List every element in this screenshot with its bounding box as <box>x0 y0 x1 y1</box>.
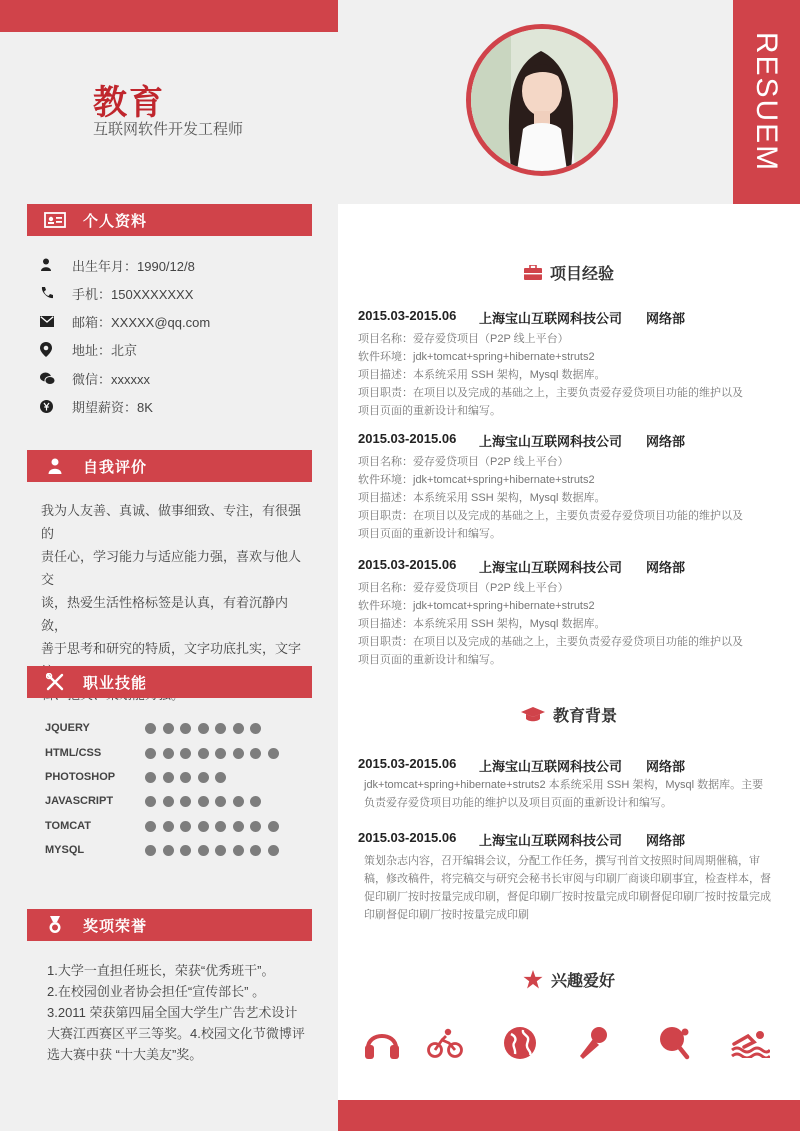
skill-row <box>45 767 233 787</box>
swimming-icon <box>730 1023 770 1063</box>
project-entry-line: 软件环境：jdk+tomcat+spring+hibernate+struts2 <box>358 600 595 612</box>
briefcase-icon <box>524 265 542 280</box>
info-salary: 期望薪资：8K <box>40 395 153 417</box>
skill-level-dot <box>163 748 174 759</box>
self-eval-text: 我为人友善、真诚、做事细致、专注，有很强的 责任心，学习能力与适应能力强，喜欢与他人交 谈，热爱生活性格标签是认真，有着沉静内敛， 善于思考和研究的特质，文字功底扎实，文字 <box>41 503 302 656</box>
cycling-icon <box>425 1023 465 1063</box>
headphones-icon <box>362 1023 402 1063</box>
person-icon <box>40 258 72 272</box>
skill-level-dot <box>180 723 191 734</box>
skill-level-dot <box>233 796 244 807</box>
skills-header: 职业技能 <box>27 666 312 698</box>
project-entry-line: 项目职责：在项目以及完成的基础之上，主要负责爱存爱贷项目功能的维护以及 <box>358 510 743 522</box>
personal-info-header: 个人资料 <box>27 204 312 236</box>
project-entry-header: 2015.03-2015.06 上海宝山互联网科技公司 网络部 <box>358 431 686 449</box>
skill-level-dot <box>215 796 226 807</box>
skill-level-dots <box>145 845 285 856</box>
skill-level-dot <box>215 748 226 759</box>
skill-level-dot <box>233 748 244 759</box>
awards-text: 1.大学一直担任班长，荣获“优秀班干”。 2.在校园创业者协会担任“宣传部长” 。 3.2011 荣获第四届全国大学生广告艺术设计 大赛江西赛区平三等奖。4.校园文化节微博评 选大赛中获 “十大美友”奖。 <box>47 963 305 1062</box>
skill-level-dot <box>198 845 209 856</box>
project-entry-line: 项目页面的重新设计和编写。 <box>358 528 501 540</box>
skill-level-dots <box>145 772 233 783</box>
skill-level-dot <box>215 772 226 783</box>
table-tennis-icon <box>654 1023 694 1063</box>
info-email: 邮箱：XXXXX@qq.com <box>40 310 210 332</box>
skill-level-dot <box>250 748 261 759</box>
project-entry-header: 2015.03-2015.06 上海宝山互联网科技公司 网络部 <box>358 308 686 326</box>
project-entry-line: 项目职责：在项目以及完成的基础之上，主要负责爱存爱贷项目功能的维护以及 <box>358 636 743 648</box>
project-entry-line: 项目名称：爱存爱贷项目（P2P 线上平台） <box>358 456 569 468</box>
skill-level-dot <box>180 772 191 783</box>
skill-level-dot <box>180 796 191 807</box>
info-wechat: 微信：xxxxxx <box>40 367 150 389</box>
project-entry-line: 项目名称：爱存爱贷项目（P2P 线上平台） <box>358 333 569 345</box>
project-entry-line: 项目页面的重新设计和编写。 <box>358 405 501 417</box>
skill-level-dot <box>145 772 156 783</box>
skill-level-dot <box>268 748 279 759</box>
skill-level-dot <box>163 723 174 734</box>
skill-level-dot <box>180 748 191 759</box>
skill-level-dot <box>268 821 279 832</box>
skill-level-dot <box>163 821 174 832</box>
skill-level-dot <box>145 748 156 759</box>
skill-name: HTML/CSS <box>45 747 102 759</box>
skill-level-dot <box>250 796 261 807</box>
skill-level-dot <box>198 772 209 783</box>
info-phone: 手机：150XXXXXXX <box>40 282 193 304</box>
skill-level-dot <box>145 845 156 856</box>
skill-name: PHOTOSHOP <box>45 771 116 783</box>
skill-level-dot <box>198 748 209 759</box>
project-entry-line: 软件环境：jdk+tomcat+spring+hibernate+struts2 <box>358 474 595 486</box>
skill-level-dot <box>233 845 244 856</box>
skill-level-dot <box>268 845 279 856</box>
skill-level-dot <box>198 723 209 734</box>
skill-level-dot <box>145 796 156 807</box>
skill-level-dot <box>163 772 174 783</box>
education-title: 教育背景 <box>338 703 800 726</box>
yen-coin-icon <box>40 400 72 413</box>
skill-level-dot <box>233 821 244 832</box>
info-address: 地址：北京 <box>40 338 137 360</box>
projects-title: 项目经验 <box>338 261 800 284</box>
skill-level-dot <box>163 796 174 807</box>
skill-level-dots <box>145 748 285 759</box>
education-entry-2-text: 策划杂志内容，召开编辑会议，分配工作任务，撰写刊首文按照时间周期催稿，审稿，修改稿件，将完稿交与研究会秘书长审阅与印刷厂商谈印刷事宜，检查样本，督促印刷厂按时按量完成印刷，督促印刷厂按时按量完成印刷督促印刷厂按时按量完成印刷督促印刷厂按时按量完成印刷 <box>364 855 771 921</box>
project-entry-line: 软件环境：jdk+tomcat+spring+hibernate+struts2 <box>358 351 595 363</box>
person-icon <box>27 450 83 482</box>
skill-name: MYSQL <box>45 844 85 856</box>
project-entry-line: 项目描述：本系统采用 SSH 架构，Mysql 数据库。 <box>358 492 606 504</box>
project-entry-line: 项目职责：在项目以及完成的基础之上，主要负责爱存爱贷项目功能的维护以及 <box>358 387 743 399</box>
skill-level-dots <box>145 796 268 807</box>
project-entry-header: 2015.03-2015.06 上海宝山互联网科技公司 网络部 <box>358 557 686 575</box>
skill-level-dot <box>215 723 226 734</box>
skill-level-dot <box>233 723 244 734</box>
skill-level-dot <box>215 845 226 856</box>
avatar <box>466 24 618 176</box>
project-entry-line: 项目描述：本系统采用 SSH 架构，Mysql 数据库。 <box>358 618 606 630</box>
skill-level-dots <box>145 821 285 832</box>
person-name: 教育 <box>93 84 165 122</box>
phone-icon <box>40 286 72 300</box>
location-pin-icon <box>40 342 72 357</box>
skill-level-dot <box>250 845 261 856</box>
skill-row <box>45 791 268 811</box>
bottom-accent-bar <box>338 1100 800 1131</box>
skill-row <box>45 718 268 738</box>
skill-level-dot <box>145 723 156 734</box>
info-birthdate: 出生年月：1990/12/8 <box>40 254 195 276</box>
skill-level-dot <box>198 821 209 832</box>
medal-icon <box>27 909 83 941</box>
skill-level-dot <box>198 796 209 807</box>
project-entry-line: 项目名称：爱存爱贷项目（P2P 线上平台） <box>358 582 569 594</box>
skill-level-dot <box>145 821 156 832</box>
skill-name: JAVASCRIPT <box>45 795 114 807</box>
skill-row <box>45 816 285 836</box>
skill-name: JQUERY <box>45 722 90 734</box>
job-title: 互联网软件开发工程师 <box>93 121 244 138</box>
education-entry-2-header: 2015.03-2015.06 上海宝山互联网科技公司 网络部 <box>358 830 686 848</box>
skill-level-dot <box>163 845 174 856</box>
skill-row <box>45 743 285 763</box>
skill-level-dot <box>250 723 261 734</box>
skill-level-dots <box>145 723 268 734</box>
self-eval-header: 自我评价 <box>27 450 312 482</box>
skill-name: TOMCAT <box>45 820 92 832</box>
top-accent-bar <box>0 0 338 32</box>
skill-level-dot <box>180 821 191 832</box>
skill-level-dot <box>215 821 226 832</box>
id-card-icon <box>27 204 83 236</box>
skill-row <box>45 840 285 860</box>
awards-header: 奖项荣誉 <box>27 909 312 941</box>
wechat-icon <box>40 372 72 385</box>
skill-level-dot <box>180 845 191 856</box>
envelope-icon <box>40 316 72 327</box>
graduation-cap-icon <box>521 707 545 723</box>
hobbies-title: 兴趣爱好 <box>338 968 800 991</box>
resume-banner-text: RESUEM <box>750 31 784 173</box>
microphone-icon <box>573 1023 613 1063</box>
tools-icon <box>27 666 83 698</box>
globe-icon <box>500 1023 540 1063</box>
project-entry-line: 项目页面的重新设计和编写。 <box>358 654 501 666</box>
education-entry-1-header: 2015.03-2015.06 上海宝山互联网科技公司 网络部 <box>358 756 686 774</box>
star-icon <box>523 970 543 989</box>
project-entry-line: 项目描述：本系统采用 SSH 架构，Mysql 数据库。 <box>358 369 606 381</box>
education-entry-1-text: jdk+tomcat+spring+hibernate+struts2 本系统采用 SSH 架构，Mysql 数据库。主要负责爱存爱贷项目功能的维护以及项目页面的重新设计和编写。 <box>364 779 764 809</box>
skill-level-dot <box>250 821 261 832</box>
